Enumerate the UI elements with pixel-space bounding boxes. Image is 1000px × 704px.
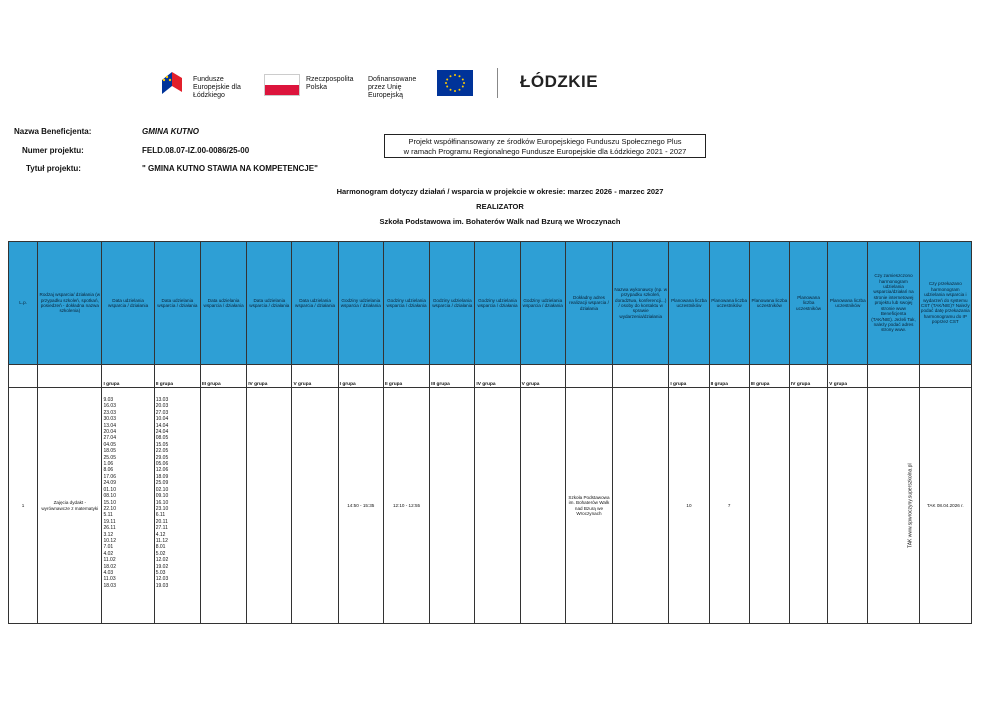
support-type-cell: Zajęcia dydakt - wyrównawcze z matematyki — [38, 388, 102, 624]
fundusze-europejskie-text: Fundusze Europejskie dla Łódzkiego — [193, 76, 241, 99]
group-cell: V grupa — [292, 365, 338, 388]
date-item: 27.03 — [155, 409, 169, 416]
dates-group-3-cell — [200, 388, 246, 624]
date-item: 5.03 — [155, 569, 166, 576]
date-item: 20.04 — [103, 429, 116, 436]
header-cell: Planowana liczba uczestników — [709, 242, 749, 365]
dates-group-1-cell — [102, 388, 154, 624]
schedule-table — [8, 241, 972, 624]
date-item: 05.06 — [155, 461, 169, 468]
date-item: 5.02 — [155, 550, 166, 557]
date-item: 23.03 — [103, 409, 116, 416]
date-item: 19.03 — [155, 582, 169, 589]
group-cell: IV grupa — [789, 365, 827, 388]
header-cell: Planowana liczba uczestników — [789, 242, 827, 365]
header-cell: Nazwa wykonawcy (np. w przypadku szkoleń, doradztwa, konferencji...) / osoby do kontaktu w sprawie wydarzenia/działania — [613, 242, 669, 365]
date-item: 7.01 — [103, 544, 114, 551]
group-cell: III grupa — [200, 365, 246, 388]
date-item: 22.10 — [103, 505, 116, 512]
date-item: 17.06 — [103, 473, 116, 480]
date-item: 4.12 — [155, 531, 166, 538]
date-item: 15.05 — [155, 441, 169, 448]
date-item: 19.02 — [155, 563, 169, 570]
group-cell — [38, 365, 102, 388]
header-cell: Godziny udzielania wsparcia / działania — [475, 242, 520, 365]
date-item: 09.10 — [155, 493, 169, 500]
date-item: 14.04 — [155, 422, 169, 429]
participants-group-5-cell — [828, 388, 868, 624]
header-cell: Czy przekazano harmonogram udzielania wsparcia i wydarzeń do systemu CST (TAK/NIE)? Należy podać datę przekazania harmonogramu do IP poprzez CST — [919, 242, 971, 365]
group-cell — [919, 365, 971, 388]
date-item: 13.04 — [103, 422, 116, 429]
participants-group-4-cell — [789, 388, 827, 624]
group-cell: III grupa — [749, 365, 789, 388]
group-cell — [9, 365, 38, 388]
header-cell: Planowana liczba uczestników — [749, 242, 789, 365]
cofinance-box — [384, 134, 706, 158]
date-item: 13.03 — [155, 397, 169, 403]
date-item: 29.05 — [155, 454, 169, 461]
date-item: 9.03 — [103, 397, 114, 403]
date-item: 08.05 — [155, 435, 169, 442]
project-number-label: Numer projektu: — [22, 146, 84, 155]
dates-group-2-cell — [154, 388, 200, 624]
date-item: 16.10 — [155, 499, 169, 506]
group-cell: V grupa — [828, 365, 868, 388]
date-item: 12.06 — [155, 467, 169, 474]
lodzkie-logo: ŁÓDZKIE — [520, 72, 599, 91]
header-cell: Czy zamieszczono harmonogram udzielania wsparcia/działań na stronie internetowej projektu lub swojej stronie www Beneficjenta (TAK/NIE). Jeżeli Tak, należy podać adres strony www. — [868, 242, 919, 365]
date-item: 08.10 — [103, 493, 116, 500]
group-cell: II grupa — [154, 365, 200, 388]
date-item: 18.03 — [103, 582, 116, 589]
date-item: 30.03 — [103, 416, 116, 423]
date-item: 25.05 — [103, 454, 116, 461]
table-row — [9, 388, 972, 624]
date-item: 18.05 — [103, 448, 116, 455]
dates-group-4-cell — [247, 388, 292, 624]
group-cell: I grupa — [102, 365, 154, 388]
header-cell: Godziny udzielania wsparcia / działania — [520, 242, 565, 365]
header-cell: Rodzaj wsparcia/ działania (w przypadku szkoleń, spotkań, posiedzeń - dokładna nazwa szkolenia) — [38, 242, 102, 365]
group-cell — [565, 365, 612, 388]
fundusze-europejskie-logo-icon — [158, 68, 188, 98]
date-item: 18.02 — [103, 563, 116, 570]
group-cell: IV grupa — [475, 365, 520, 388]
participants-group-3-cell — [749, 388, 789, 624]
date-item: 12.02 — [155, 557, 169, 564]
header-cell: Data udzielania wsparcia / działania — [247, 242, 292, 365]
hours-group-2-cell: 12:10 - 12:55 — [383, 388, 429, 624]
polish-flag-icon — [264, 74, 300, 96]
header-cell: Data udzielania wsparcia / działania — [154, 242, 200, 365]
date-item: 11.02 — [103, 557, 116, 564]
hours-group-1-cell: 14:50 - 15:35 — [338, 388, 383, 624]
header-cell: Planowana liczba uczestników — [669, 242, 709, 365]
cst-cell: TAK 08.04.2026 r. — [919, 388, 971, 624]
date-item: 11.03 — [103, 576, 116, 583]
www-cell — [868, 388, 919, 624]
date-item: 04.05 — [103, 441, 116, 448]
address-cell: Szkoła Podstawowa im. Bohaterów Walk nad Bzurą we Wroczynach — [565, 388, 612, 624]
date-item: 4.02 — [103, 550, 114, 557]
eu-flag-icon — [437, 70, 473, 96]
project-number-value: FELD.08.07-IZ.00-0086/25-00 — [142, 146, 250, 155]
header-cell: Data udzielania wsparcia / działania — [102, 242, 154, 365]
logo-separator — [497, 68, 498, 98]
cofinanced-text: Dofinansowane przez Unię Europejską — [368, 76, 417, 99]
date-item: 1.06 — [103, 461, 114, 468]
group-cell: V grupa — [520, 365, 565, 388]
group-cell: I grupa — [338, 365, 383, 388]
date-item: 25.09 — [155, 480, 169, 487]
date-item: 24.09 — [103, 480, 116, 487]
date-item: 11.12 — [155, 537, 168, 544]
group-cell: II grupa — [709, 365, 749, 388]
lp-cell: 1 — [9, 388, 38, 624]
group-row — [9, 365, 972, 388]
header-cell: Dokładny adres realizacji wsparcia / działania — [565, 242, 612, 365]
group-cell — [613, 365, 669, 388]
school-name: Szkoła Podstawowa im. Bohaterów Walk nad Bzurą we Wroczynach — [379, 217, 621, 226]
contractor-cell — [613, 388, 669, 624]
group-cell: IV grupa — [247, 365, 292, 388]
date-item: 26.11 — [103, 525, 116, 532]
cofinance-line-2: w ramach Programu Regionalnego Fundusze Europejskie dla Łódzkiego 2021 - 2027 — [403, 147, 687, 156]
date-item: 20.11 — [155, 518, 168, 525]
dates-group-5-cell — [292, 388, 338, 624]
group-cell: III grupa — [430, 365, 475, 388]
header-cell: Data udzielania wsparcia / działania — [292, 242, 338, 365]
date-item: 15.10 — [103, 499, 116, 506]
date-item: 3.12 — [103, 531, 114, 538]
rzeczpospolita-text: Rzeczpospolita Polska — [306, 76, 354, 91]
hours-group-3-cell — [430, 388, 475, 624]
group-cell: II grupa — [383, 365, 429, 388]
cofinance-line-1: Projekt współfinansowany ze środków Europejskiego Funduszu Społecznego Plus — [408, 137, 682, 146]
participants-group-1-cell: 10 — [669, 388, 709, 624]
project-title-value: " GMINA KUTNO STAWIA NA KOMPETENCJE" — [142, 164, 318, 173]
date-item: 10.12 — [103, 537, 116, 544]
date-item: 27.04 — [103, 435, 116, 442]
header-cell: Godziny udzielania wsparcia / działania — [338, 242, 383, 365]
beneficiary-label: Nazwa Beneficjenta: — [14, 127, 92, 136]
date-item: 02.10 — [155, 486, 169, 493]
date-item: 01.10 — [103, 486, 116, 493]
header-cell: Planowana liczba uczestników — [828, 242, 868, 365]
header-cell: L.p. — [9, 242, 38, 365]
date-item: 12.03 — [155, 576, 169, 583]
hours-group-5-cell — [520, 388, 565, 624]
participants-group-2-cell: 7 — [709, 388, 749, 624]
hours-group-4-cell — [475, 388, 520, 624]
date-item: 10.04 — [155, 416, 169, 423]
header-cell: Godziny udzielania wsparcia / działania — [430, 242, 475, 365]
realizator-label: REALIZATOR — [476, 202, 524, 211]
date-item: 4.03 — [103, 569, 114, 576]
header-cell: Data udzielania wsparcia / działania — [200, 242, 246, 365]
date-item: 22.05 — [155, 448, 169, 455]
schedule-heading: Harmonogram dotyczy działań / wsparcia w projekcie w okresie: marzec 2026 - marzec 2027 — [336, 187, 664, 196]
beneficiary-value: GMINA KUTNO — [142, 127, 200, 136]
date-item: 16.03 — [103, 403, 116, 410]
date-item: 27.11 — [155, 525, 168, 532]
group-cell — [868, 365, 919, 388]
group-cell: I grupa — [669, 365, 709, 388]
project-title-label: Tytuł projektu: — [26, 164, 81, 173]
header-cell: Godziny udzielania wsparcia / działania — [383, 242, 429, 365]
date-item: 18.09 — [155, 473, 169, 480]
date-item: 20.03 — [155, 403, 169, 410]
date-item: 5.11 — [103, 512, 113, 519]
date-item: 24.04 — [155, 429, 169, 436]
date-item: 19.11 — [103, 518, 116, 525]
date-item: 8.06 — [103, 467, 114, 474]
www-text: TAK www.spwroczyny.superszkolna.pl — [907, 463, 914, 549]
date-item: 23.10 — [155, 505, 169, 512]
date-item: 6.11 — [155, 512, 166, 519]
header-row — [9, 242, 972, 365]
date-item: 8.01 — [155, 544, 166, 551]
